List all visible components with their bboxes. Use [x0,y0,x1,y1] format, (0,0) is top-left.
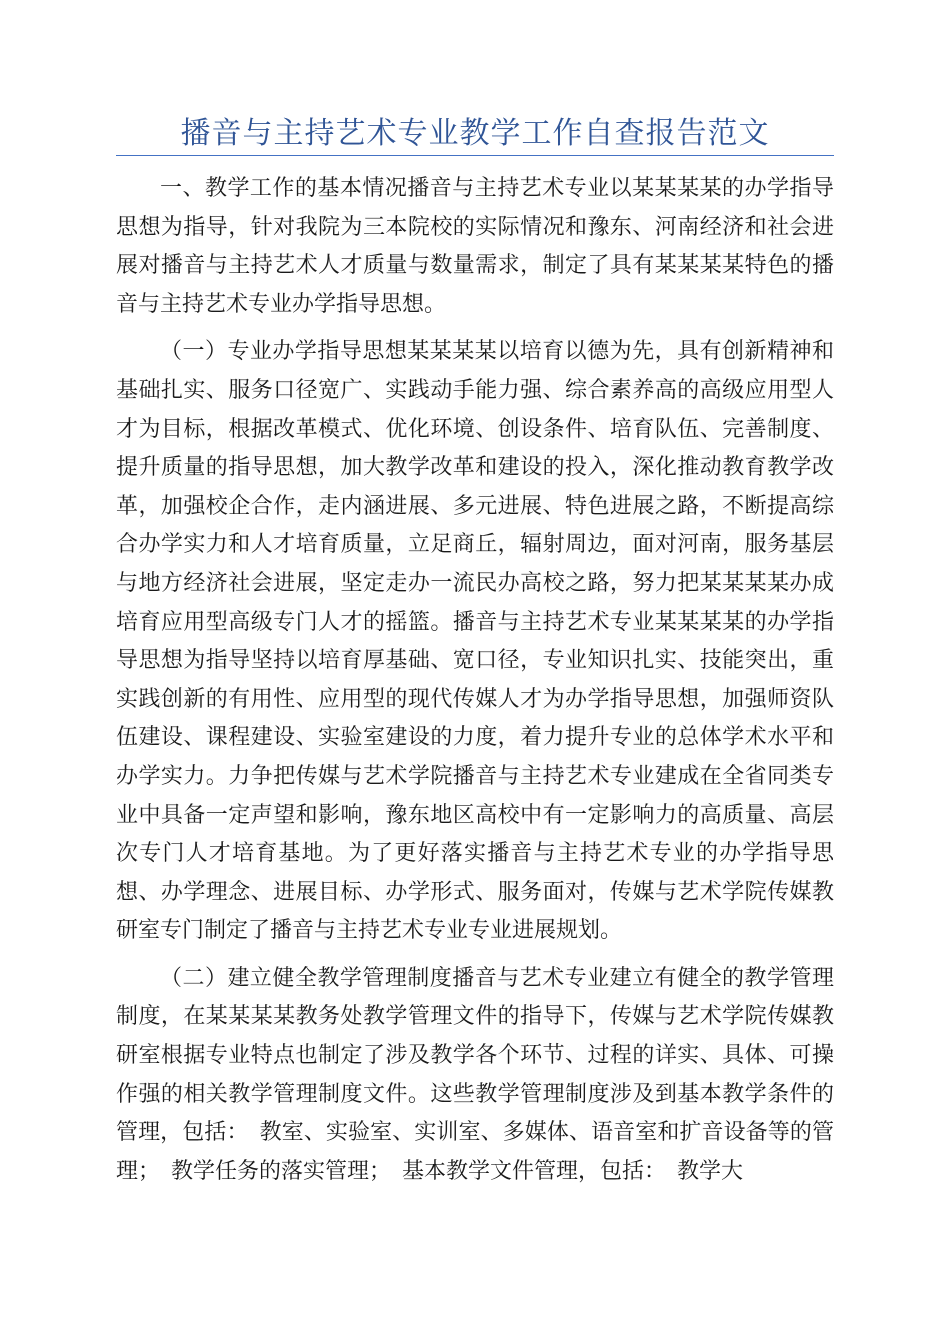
title-underline [116,155,834,156]
paragraph-2: （一）专业办学指导思想某某某某以培育以德为先，具有创新精神和基础扎实、服务口径宽广、实践动手能力强、综合素养高的高级应用型人才为目标，根据改革模式、优化环境、创设条件、培育队伍、完善制度、提升质量的指导思想，加大教学改革和建设的投入，深化推动教育教学改革，加强校企合作，走内涵进展、多元进展、特色进展之路，不断提高综合办学实力和人才培育质量，立足商丘，辐射周边，面对河南，服务基层与地方经济社会进展，坚定走办一流民办高校之路，努力把某某某某办成培育应用型高级专门人才的摇篮。播音与主持艺术专业某某某某的办学指导思想为指导坚持以培育厚基础、宽口径，专业知识扎实、技能突出，重实践创新的有用性、应用型的现代传媒人才为办学指导思想，加强师资队伍建设、课程建设、实验室建设的力度，着力提升专业的总体学术水平和办学实力。力争把传媒与艺术学院播音与主持艺术专业建成在全省同类专业中具备一定声望和影响，豫东地区高校中有一定影响力的高质量、高层次专门人才培育基地。为了更好落实播音与主持艺术专业的办学指导思想、办学理念、进展目标、办学形式、服务面对，传媒与艺术学院传媒教研室专门制定了播音与主持艺术专业专业进展规划。 [116,339,834,944]
document-body [116,170,834,1200]
document-title: 播音与主持艺术专业教学工作自查报告范文 [180,116,770,151]
paragraph-3: （二）建立健全教学管理制度播音与艺术专业建立有健全的教学管理制度，在某某某某教务处教学管理文件的指导下，传媒与艺术学院传媒教研室根据专业特点也制定了涉及教学各个环节、过程的详实、具体、可操作强的相关教学管理制度文件。这些教学管理制度涉及到基本教学条件的管理，包括： 教室、实验室、实训室、多媒体、语音室和扩音设备等的管理； 教学任务的落实管理； 基本教学文件管理，包括： 教学大 [116,965,834,1184]
paragraph-1: 一、教学工作的基本情况播音与主持艺术专业以某某某某的办学指导思想为指导，针对我院为三本院校的实际情况和豫东、河南经济和社会进展对播音与主持艺术人才质量与数量需求，制定了具有某某某某特色的播音与主持艺术专业办学指导思想。 [116,176,834,317]
